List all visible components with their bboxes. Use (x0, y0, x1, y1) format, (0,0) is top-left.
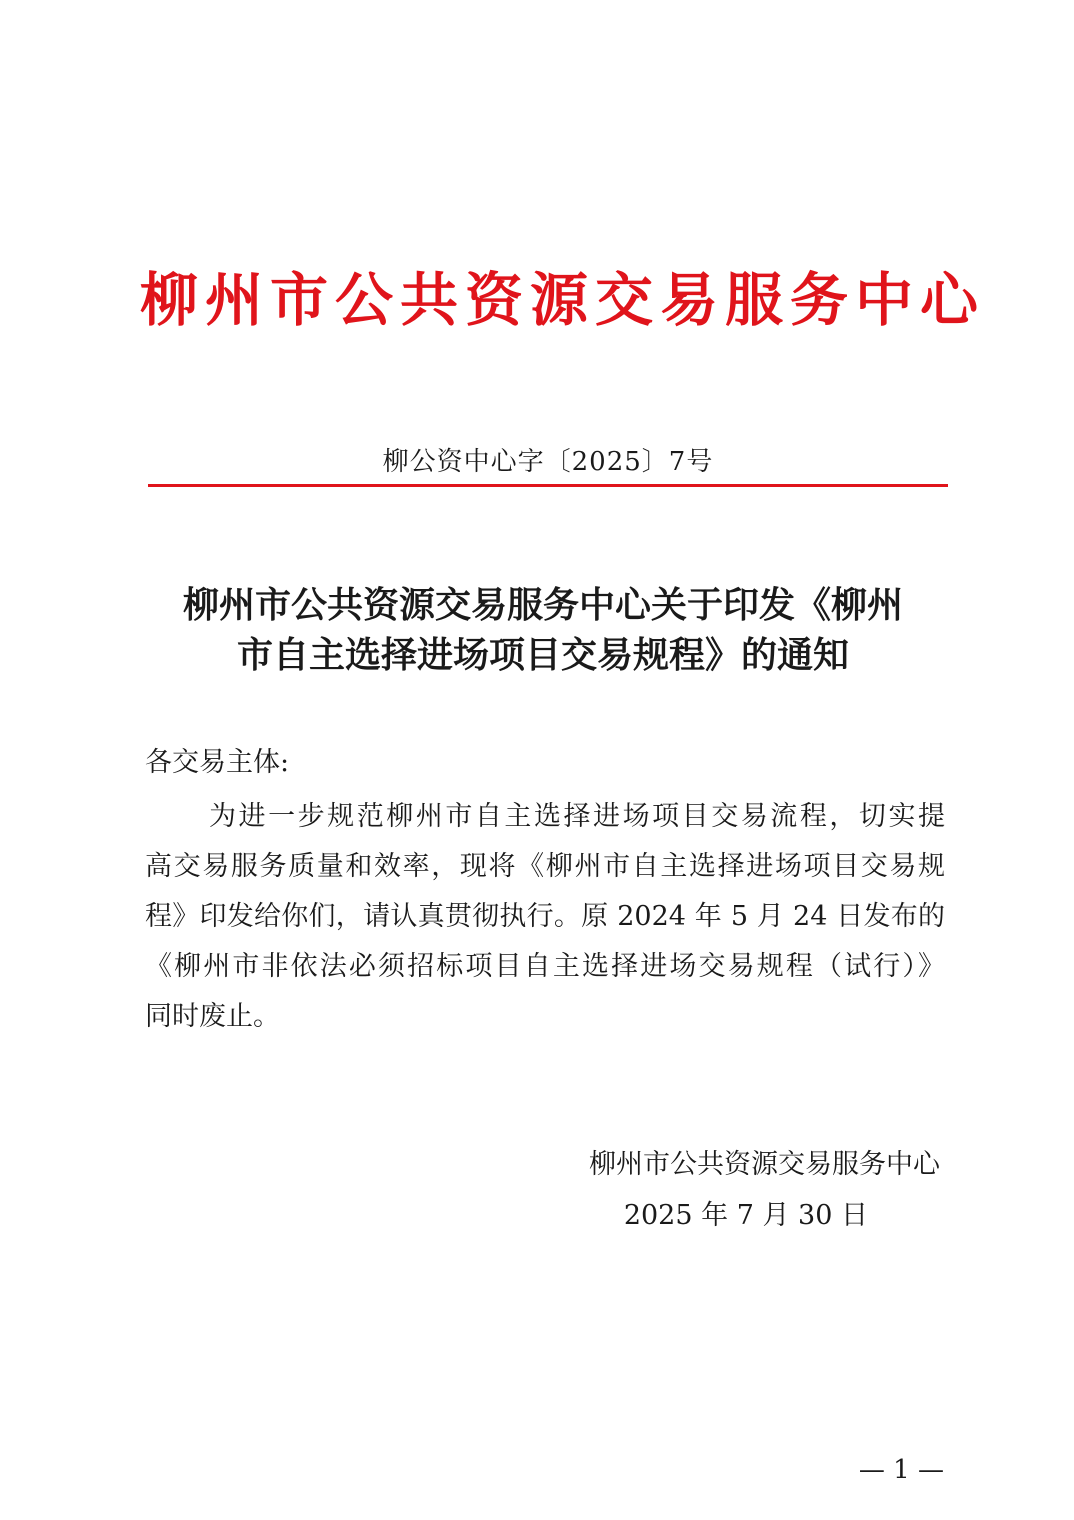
red-divider-line (148, 484, 948, 487)
document-number: 柳公资中心字〔2025〕7号 (382, 447, 714, 477)
salutation: 各交易主体: (145, 747, 290, 778)
body-line: 高交易服务质量和效率，现将《柳州市自主选择进场项目交易规 (145, 851, 945, 882)
document-title-line-1: 柳州市公共资源交易服务中心关于印发《柳州 (182, 584, 903, 626)
body-line: 为进一步规范柳州市自主选择进场项目交易流程，切实提 (209, 801, 945, 832)
body-line: 程》印发给你们，请认真贯彻执行。原 2024 年 5 月 24 日发布的 (145, 901, 945, 932)
document-title (140, 580, 946, 680)
signature-organization: 柳州市公共资源交易服务中心 (589, 1149, 940, 1180)
body-paragraph (145, 792, 945, 1042)
page-number: — 1 — (858, 1455, 944, 1485)
body-line: 《柳州市非依法必须招标项目自主选择进场交易规程（试行）》 (145, 951, 945, 982)
body-line: 同时废止。 (145, 1001, 280, 1032)
document-title-line-2: 市自主选择进场项目交易规程》的通知 (236, 634, 849, 676)
signature-date: 2025 年 7 月 30 日 (623, 1200, 868, 1231)
organization-header: 柳州市公共资源交易服务中心 (140, 266, 986, 334)
